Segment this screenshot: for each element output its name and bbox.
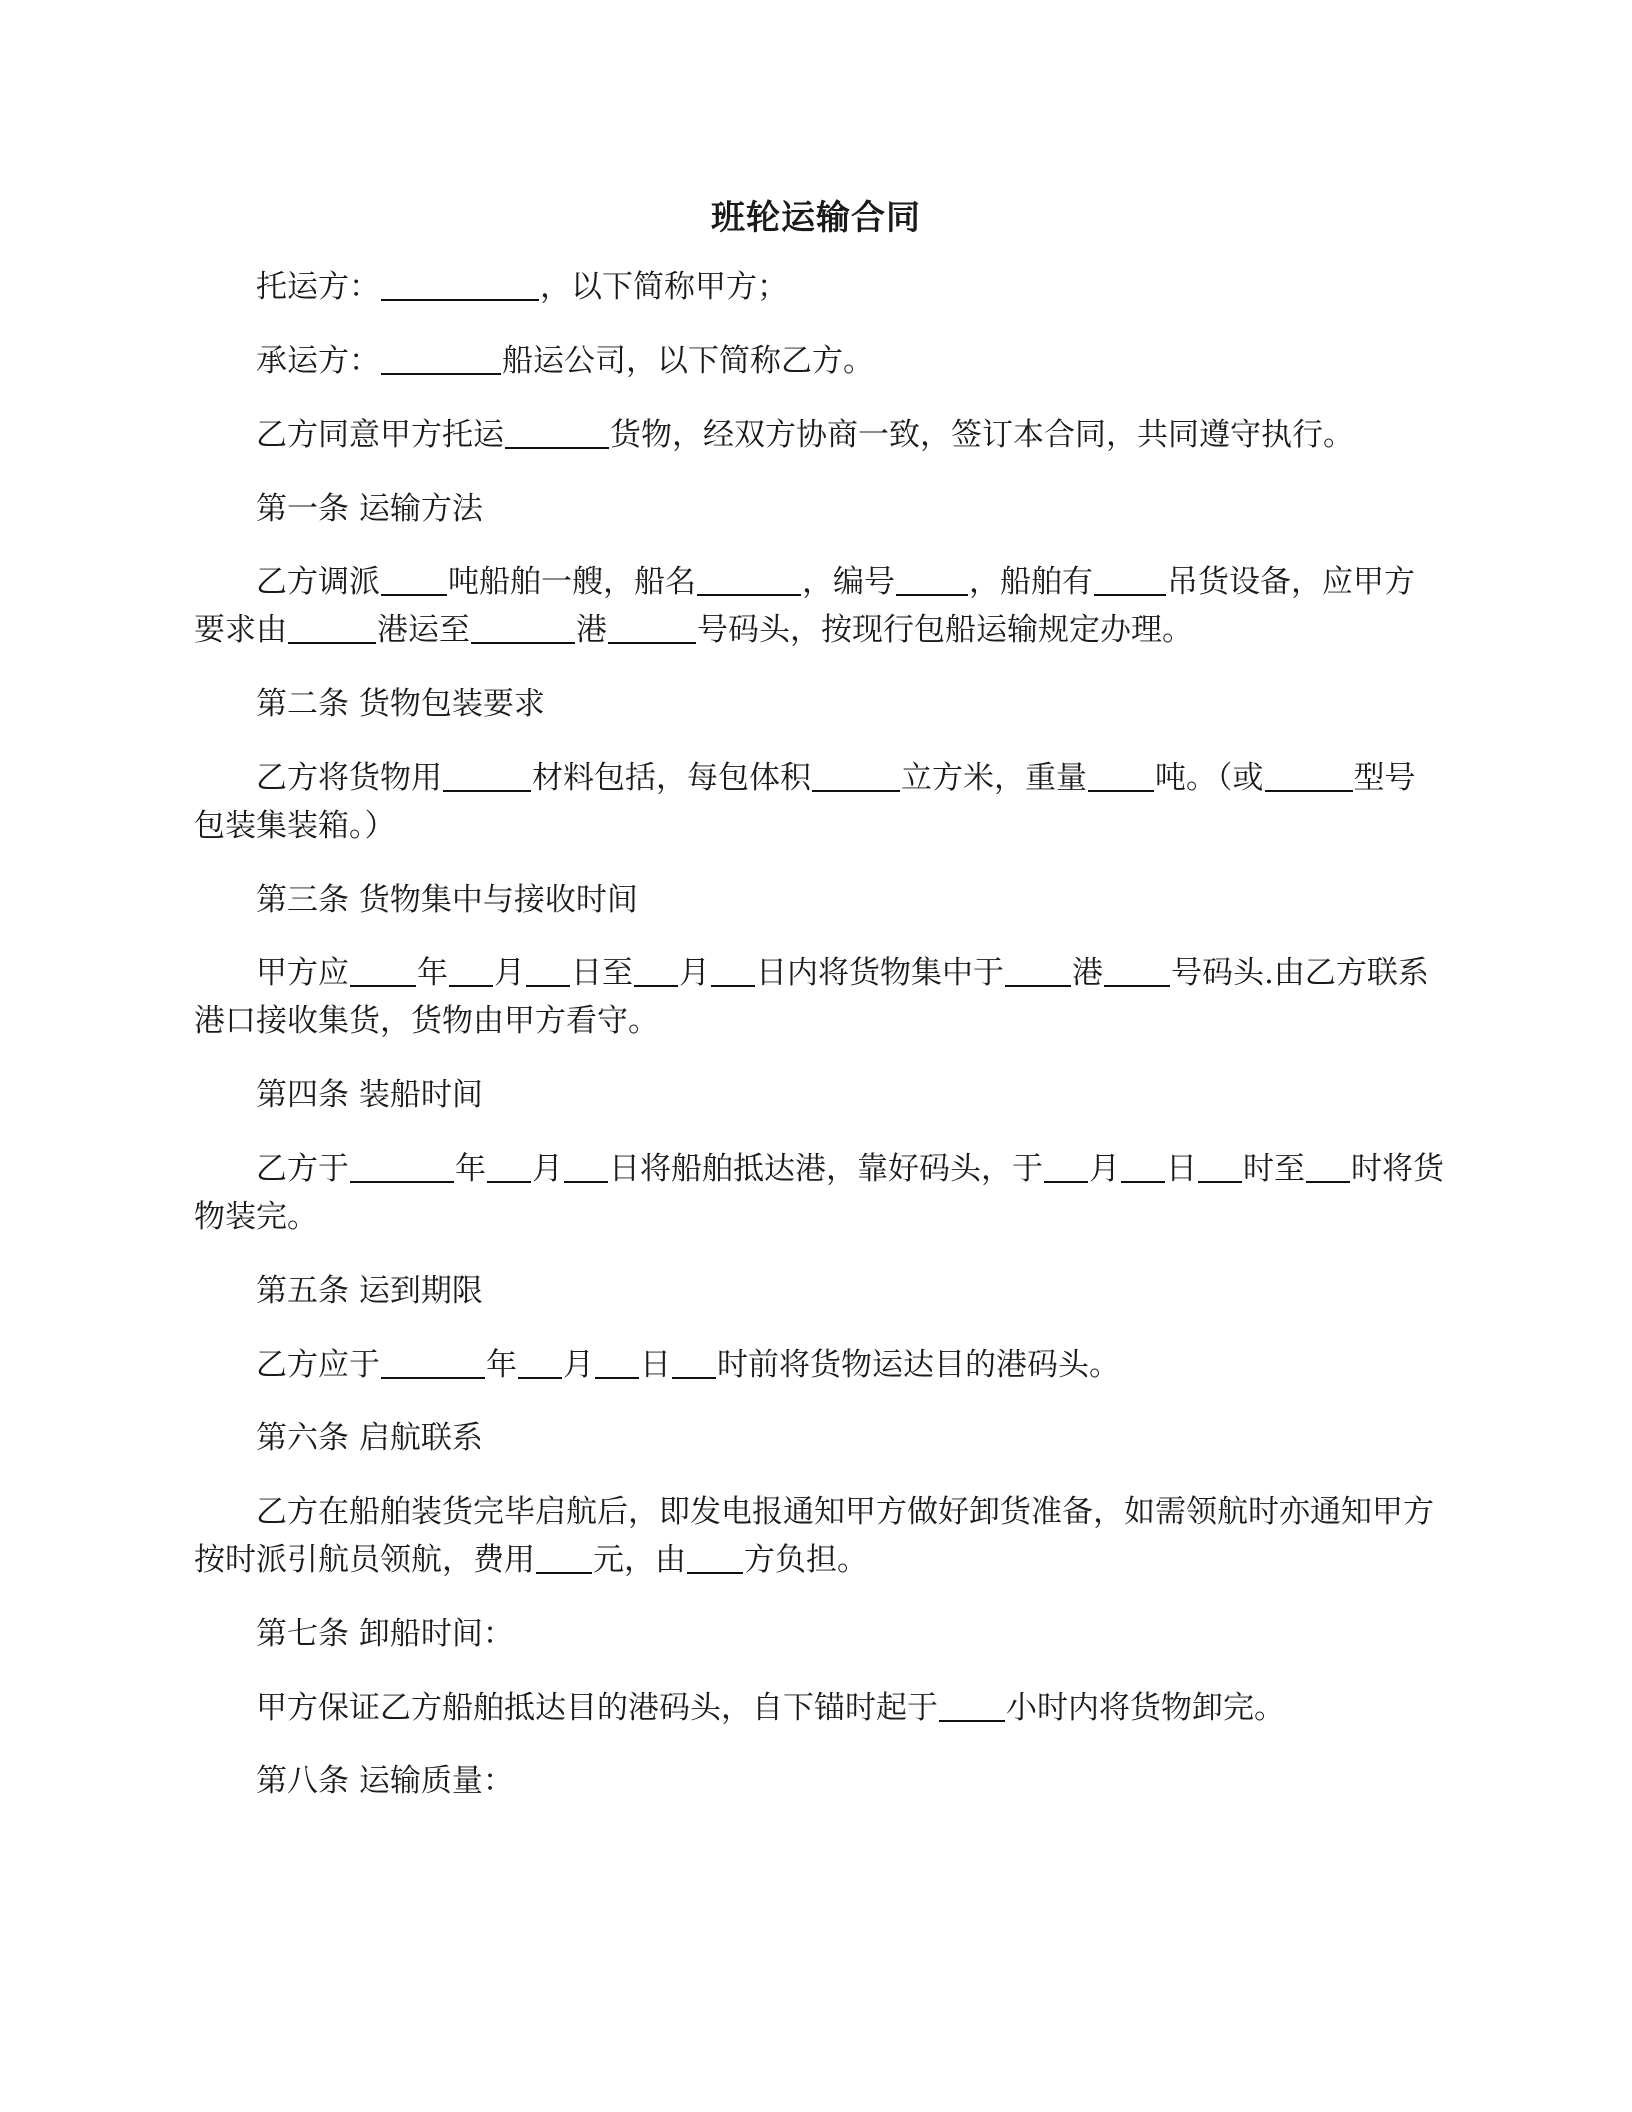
article-heading: [194, 1757, 1444, 1805]
blank-field[interactable]: [381, 269, 539, 301]
blank-field[interactable]: [526, 955, 570, 987]
text-segment: ，以下简称甲方；: [540, 269, 788, 305]
blank-field[interactable]: [443, 760, 531, 792]
text-segment: 第二条 货物包装要求: [256, 686, 545, 722]
blank-field[interactable]: [471, 612, 575, 644]
text-segment: 月: [563, 1347, 594, 1383]
text-segment: 小时内将货物卸完。: [1006, 1690, 1285, 1726]
text-segment: 甲方保证乙方船舶抵达目的港码头，自下锚时起于: [256, 1690, 938, 1726]
blank-field[interactable]: [896, 564, 968, 596]
blank-field[interactable]: [381, 1347, 485, 1379]
blank-field[interactable]: [697, 564, 801, 596]
blank-field[interactable]: [939, 1690, 1005, 1722]
blank-field[interactable]: [1094, 564, 1166, 596]
text-segment: 年: [417, 955, 448, 991]
text-segment: 第六条 启航联系: [256, 1420, 483, 1456]
text-segment: 乙方同意甲方托运: [256, 417, 504, 453]
blank-field[interactable]: [608, 612, 696, 644]
text-segment: 承运方：: [256, 343, 380, 379]
text-segment: 月: [679, 955, 710, 991]
text-segment: 元，由: [593, 1542, 686, 1578]
text-segment: 港: [576, 612, 607, 648]
text-segment: 吨。（或: [1155, 760, 1264, 796]
blank-field[interactable]: [1306, 1151, 1350, 1183]
text-segment: 吨船舶一艘，船名: [448, 564, 696, 600]
blank-field[interactable]: [672, 1347, 716, 1379]
text-segment: 第八条 运输质量：: [256, 1763, 514, 1799]
blank-field[interactable]: [812, 760, 900, 792]
text-segment: 第三条 货物集中与接收时间: [256, 882, 638, 918]
text-segment: 号码头.由乙方联系港口接收集货，货物由甲方看守。: [194, 955, 1429, 1039]
blank-field[interactable]: [505, 417, 609, 449]
text-segment: 吊货设备，应甲方要求由: [194, 564, 1415, 648]
text-segment: 第七条 卸船时间：: [256, 1616, 514, 1652]
blank-field[interactable]: [1265, 760, 1353, 792]
article-heading: [194, 1267, 1444, 1315]
text-segment: 日: [640, 1347, 671, 1383]
text-segment: 乙方调派: [256, 564, 380, 600]
blank-field[interactable]: [381, 564, 447, 596]
text-segment: ，编号: [802, 564, 895, 600]
text-segment: 第一条 运输方法: [256, 491, 483, 527]
text-segment: 年: [455, 1151, 486, 1187]
document-title: 班轮运输合同: [711, 198, 921, 238]
blank-field[interactable]: [1005, 955, 1071, 987]
agreement-line: [194, 411, 1444, 459]
text-segment: 货物，经双方协商一致，签订本合同，共同遵守执行。: [610, 417, 1354, 453]
text-segment: 第四条 装船时间: [256, 1077, 483, 1113]
text-segment: 日将船舶抵达港，靠好码头，于: [609, 1151, 1043, 1187]
blank-field[interactable]: [1088, 760, 1154, 792]
blank-field[interactable]: [1104, 955, 1170, 987]
text-segment: 材料包括，每包体积: [532, 760, 811, 796]
blank-field[interactable]: [687, 1542, 743, 1574]
text-segment: 日: [1166, 1151, 1197, 1187]
text-segment: 日至: [571, 955, 633, 991]
text-segment: 号码头，按现行包船运输规定办理。: [697, 612, 1193, 648]
article-heading: [194, 876, 1444, 924]
article-body: [194, 1488, 1444, 1584]
text-segment: 港运至: [377, 612, 470, 648]
text-segment: 甲方应: [256, 955, 349, 991]
text-segment: 月: [494, 955, 525, 991]
text-segment: 年: [486, 1347, 517, 1383]
article-heading: [194, 485, 1444, 533]
text-segment: 月: [532, 1151, 563, 1187]
blank-field[interactable]: [381, 343, 501, 375]
article-body: [194, 558, 1444, 654]
text-segment: ，船舶有: [969, 564, 1093, 600]
blank-field[interactable]: [449, 955, 493, 987]
blank-field[interactable]: [350, 955, 416, 987]
article-body: [194, 949, 1444, 1045]
text-segment: 第五条 运到期限: [256, 1273, 483, 1309]
text-segment: 港: [1072, 955, 1103, 991]
shipper-line: [194, 263, 1444, 311]
blank-field[interactable]: [1198, 1151, 1242, 1183]
article-heading: [194, 1414, 1444, 1462]
text-segment: 时至: [1243, 1151, 1305, 1187]
blank-field[interactable]: [518, 1347, 562, 1379]
text-segment: 乙方应于: [256, 1347, 380, 1383]
text-segment: 船运公司，以下简称乙方。: [502, 343, 874, 379]
blank-field[interactable]: [288, 612, 376, 644]
blank-field[interactable]: [350, 1151, 454, 1183]
carrier-line: [194, 337, 1444, 385]
text-segment: 型号包装集装箱。）: [194, 760, 1416, 844]
blank-field[interactable]: [711, 955, 755, 987]
blank-field[interactable]: [536, 1542, 592, 1574]
article-body: [194, 1684, 1444, 1732]
text-segment: 乙方于: [256, 1151, 349, 1187]
text-segment: 方负担。: [744, 1542, 868, 1578]
blank-field[interactable]: [634, 955, 678, 987]
blank-field[interactable]: [1121, 1151, 1165, 1183]
article-heading: [194, 680, 1444, 728]
blank-field[interactable]: [487, 1151, 531, 1183]
text-segment: 日内将货物集中于: [756, 955, 1004, 991]
article-heading: [194, 1071, 1444, 1119]
article-body: [194, 754, 1444, 850]
text-segment: 乙方将货物用: [256, 760, 442, 796]
text-segment: 月: [1089, 1151, 1120, 1187]
text-segment: 乙方在船舶装货完毕启航后，即发电报通知甲方做好卸货准备，如需领航时亦通知甲方按时派引航员领航，费用: [194, 1494, 1434, 1578]
article-heading: [194, 1610, 1444, 1658]
blank-field[interactable]: [564, 1151, 608, 1183]
text-segment: 立方米，重量: [901, 760, 1087, 796]
article-body: [194, 1341, 1444, 1389]
text-segment: 时将货物装完。: [194, 1151, 1444, 1235]
text-segment: 时前将货物运达目的港码头。: [717, 1347, 1120, 1383]
blank-field[interactable]: [1044, 1151, 1088, 1183]
blank-field[interactable]: [595, 1347, 639, 1379]
article-body: [194, 1145, 1444, 1241]
text-segment: 托运方：: [256, 269, 380, 305]
